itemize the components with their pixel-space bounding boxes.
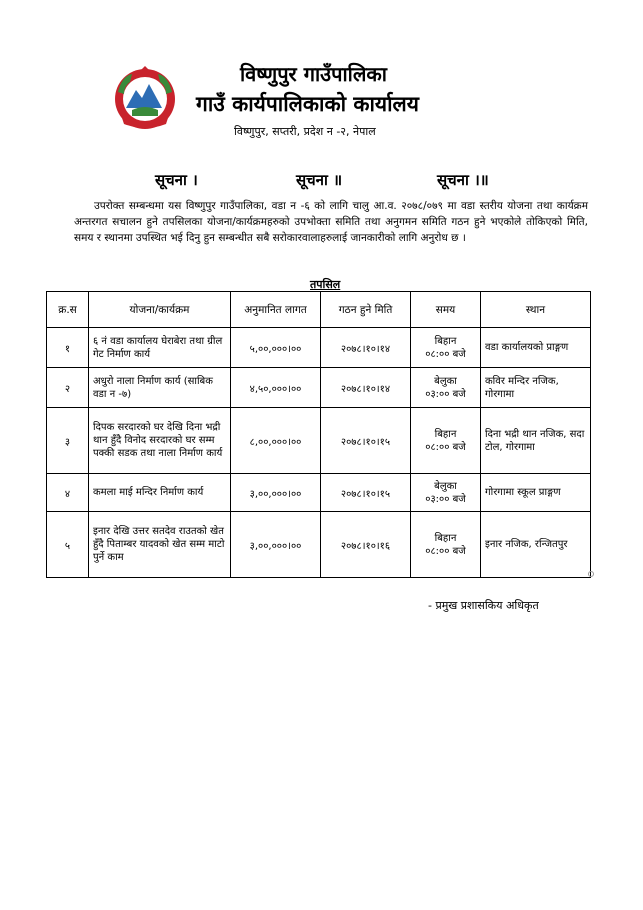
table-row (47, 368, 591, 408)
nepal-emblem-logo (112, 66, 178, 132)
time-value: ०८:०० बजे (425, 545, 466, 557)
time-value: ०३:०० बजे (425, 388, 466, 400)
time-label: बिहान (434, 532, 457, 544)
cell-time (411, 512, 481, 578)
header-place: स्थान (481, 292, 591, 328)
cell-serial: ५ (47, 512, 89, 578)
notice-heading-2: सूचना ॥ (296, 171, 343, 189)
table-row (47, 512, 591, 578)
time-label: बिहान (434, 335, 457, 347)
notice-body-paragraph: उपरोक्त सम्बन्धमा यस विष्णुपुर गाउँपालिका, वडा न -६ को लागि चालु आ.व. २०७८/०७९ मा वडा स्तरीय योजना तथा कार्यक्रम अन्तरगत सचालन हुने तपसिलका योजना/कार्यक्रमहरुको उपभोक्ता समिति तथा अनुगमन समिति गठन हुने भएकोले तोकिएको मिति, समय र स्थानमा उपस्थित भई दिनु हुन सम्बन्धीत सबै सरोकारवालाहरुलाई जानकारीको लागि अनुरोध छ । (74, 200, 588, 244)
municipality-title: विष्णुपुर गाउँपालिका (240, 62, 387, 86)
cell-project: ६ नं वडा कार्यालय घेराबेरा तथा ग्रील गेट निर्माण कार्य (89, 328, 231, 368)
notice-heading-1: सूचना । (155, 171, 198, 189)
cell-project: अधुरो नाला निर्माण कार्य (साबिक वडा न -७) (89, 368, 231, 408)
cell-time (411, 408, 481, 474)
office-address: विष्णुपुर, सप्तरी, प्रदेश न -२, नेपाल (234, 125, 376, 138)
cell-project: इनार देखि उत्तर सतदेव राउतको खेत हुँदै पिताम्बर यादवको खेत सम्म माटो पुर्ने काम (89, 512, 231, 578)
cell-serial: २ (47, 368, 89, 408)
signature-line: - प्रमुख प्रशासकिय अधिकृत (428, 599, 539, 612)
cell-serial: ४ (47, 474, 89, 512)
time-value: ०८:०० बजे (425, 441, 466, 453)
time-label: बिहान (434, 428, 457, 440)
header-project: योजना/कार्यक्रम (89, 292, 231, 328)
header-time: समय (411, 292, 481, 328)
cell-place: कविर मन्दिर नजिक, गोरगामा (481, 368, 591, 408)
cell-place: इनार नजिक, रन्जितपुर (481, 512, 591, 578)
cell-place: दिना भद्री थान नजिक, सदा टोल, गोरगामा (481, 408, 591, 474)
header-estimated-cost: अनुमानित लागत (231, 292, 321, 328)
header-formation-date: गठन हुने मिति (321, 292, 411, 328)
time-value: ०३:०० बजे (425, 493, 466, 505)
cell-place: गोरगामा स्कूल प्राङ्गण (481, 474, 591, 512)
cell-date: २०७८।१०।१४ (321, 328, 411, 368)
time-label: बेलुका (434, 375, 457, 387)
schedule-table (46, 291, 591, 578)
cell-date: २०७८।१०।१५ (321, 408, 411, 474)
cell-cost: ४,५०,०००।०० (231, 368, 321, 408)
corner-mark (588, 571, 594, 577)
cell-place: वडा कार्यालयको प्राङ्गण (481, 328, 591, 368)
cell-project: दिपक सरदारको घर देखि दिना भद्री थान हुँदै विनोद सरदारको घर सम्म पक्की सडक तथा नाला निर्माण कार्य (89, 408, 231, 474)
time-label: बेलुका (434, 480, 457, 492)
cell-date: २०७८।१०।१४ (321, 368, 411, 408)
table-row (47, 408, 591, 474)
cell-cost: ५,००,०००।०० (231, 328, 321, 368)
cell-time (411, 474, 481, 512)
cell-cost: ३,००,०००।०० (231, 474, 321, 512)
cell-time (411, 328, 481, 368)
cell-date: २०७८।१०।१६ (321, 512, 411, 578)
time-value: ०८:०० बजे (425, 348, 466, 360)
table-header-row (47, 292, 591, 328)
cell-date: २०७८।१०।१५ (321, 474, 411, 512)
header-serial: क्र.स (47, 292, 89, 328)
office-title: गाउँ कार्यपालिकाको कार्यालय (196, 92, 419, 116)
cell-serial: ३ (47, 408, 89, 474)
cell-serial: १ (47, 328, 89, 368)
schedule-title: तपसिल (310, 278, 341, 291)
notice-heading-3: सूचना ।॥ (437, 171, 489, 189)
table-row (47, 474, 591, 512)
cell-cost: ८,००,०००।०० (231, 408, 321, 474)
cell-time (411, 368, 481, 408)
cell-cost: ३,००,०००।०० (231, 512, 321, 578)
table-row (47, 328, 591, 368)
cell-project: कमला माई मन्दिर निर्माण कार्य (89, 474, 231, 512)
